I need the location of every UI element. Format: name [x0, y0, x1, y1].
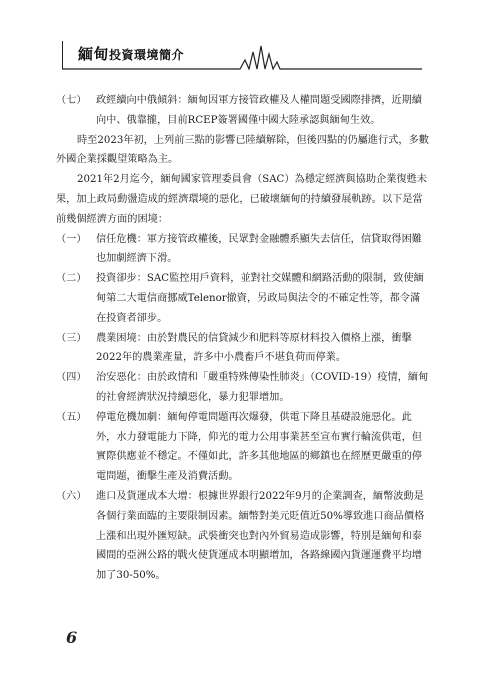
item-number: （七） [56, 95, 87, 106]
item-text: 進口及貨運成本大增：根據世界銀行2022年9月的企業調查，緬幣波動是各個行業面臨的主要限制因素。緬幣對美元貶值近50%導致進口商品價格上漲和出現外匯短缺。武裝衝突也對內外貿易造成影響，特別是緬甸和泰國間的亞洲公路的戰火使貨運成本明顯增加，各路線國內貨運運費平均增加了30-50%。 [96, 490, 425, 582]
header-title-main: 緬甸 [78, 45, 110, 63]
header-title-sub: 投資環境簡介 [109, 48, 185, 62]
item-number: （六） [56, 490, 87, 502]
list-item-6 [56, 487, 429, 586]
list-item-1 [56, 230, 429, 270]
page-body [56, 91, 429, 586]
item-text: 投資卻步：SAC監控用戶資料，並對社交媒體和網路活動的限制，致使緬甸第二大電信商挪威Telenor撤資，另政局與法令的不確定性等，都令滿在投資者卻步。 [96, 273, 424, 324]
page-header [62, 40, 422, 70]
list-item-5 [56, 408, 429, 487]
item-number: （三） [56, 332, 87, 344]
list-item-3 [56, 329, 429, 369]
item-text: 治安惡化：由於政情和「嚴重特殊傳染性肺炎」（COVID-19）疫情，緬甸的社會經濟狀況持續惡化，暴力犯罪增加。 [96, 372, 429, 403]
item-number: （一） [56, 233, 87, 245]
item-text: 農業困境：由於對農民的信貸減少和肥料等原材料投入價格上漲，衝擊2022年的農業產量，許多中小農畜戶不堪負荷而停業。 [96, 332, 412, 364]
item-number: （四） [56, 372, 87, 384]
paragraph-2: 2021年2月迄今，緬甸國家管理委員會（SAC）為穩定經濟與協助企業復甦未果，加上政局動盪造成的經濟環境的惡化，已破壞緬甸的持續發展軌跡。以下是當前幾個經濟方面的困境： [56, 174, 427, 225]
item-text: 信任危機：軍方接管政權後，民眾對金融體系顯失去信任，信貸取得困難也加劇經濟下滑。 [96, 233, 422, 265]
item-number: （二） [56, 273, 87, 285]
item-text: 停電危機加劇：緬甸停電問題再次爆發，供電下降且基礎設施惡化。此外，水力發電能力下降，仰光的電力公用事業甚至宣布實行輪流供電，但實際供應並不穩定。不僅如此，許多其他地區的鄉鎮也在經歷更嚴重的停電問題，衝擊生產及消費活動。 [96, 411, 422, 483]
list-item-4 [56, 368, 429, 408]
list-item-7 [56, 91, 429, 131]
item-text: 政經續向中俄傾斜：緬甸因軍方接管政權及人權問題受國際排擠，近期續向中、俄靠攏，目前RCEP簽署國僅中國大陸承認與緬甸生效。 [96, 95, 422, 126]
paragraph-1: 時至2023年初，上列前三點的影響已陸續解除，但後四點的仍屬進行式，多數外國企業採觀望策略為主。 [56, 134, 429, 166]
list-item-2 [56, 269, 429, 328]
item-number: （五） [56, 411, 87, 423]
header-title [78, 43, 184, 64]
page-number: 6 [66, 628, 78, 647]
